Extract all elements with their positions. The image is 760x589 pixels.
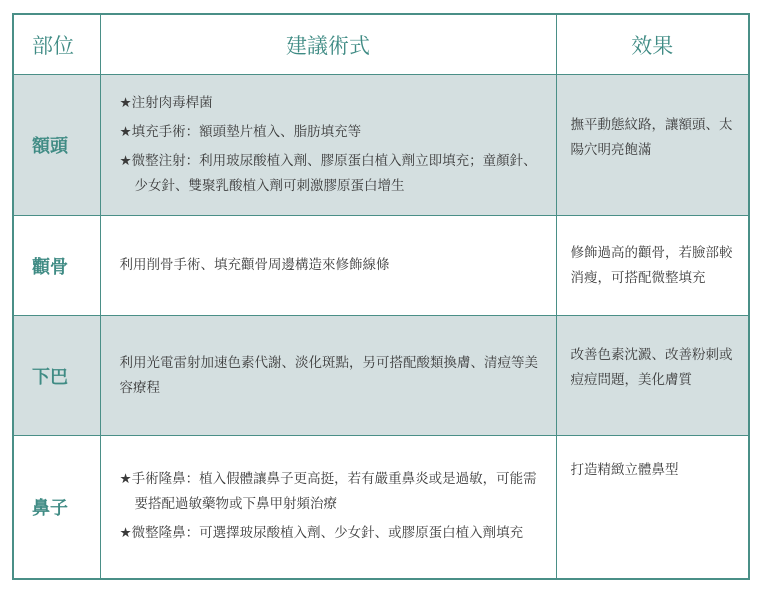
- effect-cell: [556, 216, 749, 316]
- table-row-cheekbone: [13, 216, 749, 316]
- effect-text: 打造精緻立體鼻型: [570, 462, 679, 478]
- effect-cell: [556, 436, 749, 579]
- effect-text: 撫平動態紋路，讓額頭、太陽穴明亮飽滿: [570, 117, 733, 158]
- procedure-table: [12, 13, 750, 580]
- effect-cell: [556, 75, 749, 216]
- recommendation-cell: [100, 75, 556, 216]
- recommendation-item: ★微整注射：利用玻尿酸植入劑、膠原蛋白植入劑立即填充；童顏針、少女針、雙聚乳酸植入劑可刺激膠原蛋白增生: [119, 153, 537, 194]
- recommendation-item: ★填充手術：額頭墊片植入、脂肪填充等: [119, 124, 362, 140]
- header-effect: 效果: [556, 14, 749, 75]
- effect-text: 改善色素沈澱、改善粉刺或痘痘問題，美化膚質: [570, 347, 733, 388]
- table-row-nose: [13, 436, 749, 579]
- table-header-row: [13, 14, 749, 75]
- recommendation-item: ★微整隆鼻：可選擇玻尿酸植入劑、少女針、或膠原蛋白植入劑填充: [119, 525, 524, 542]
- part-cell: 下巴: [13, 316, 100, 436]
- procedure-table-container: [12, 13, 750, 580]
- recommendation-cell: [100, 436, 556, 579]
- effect-cell: [556, 316, 749, 436]
- recommendation-item: ★手術隆鼻：植入假體讓鼻子更高挺，若有嚴重鼻炎或是過敏，可能需要搭配過敏藥物或下鼻甲射頻治療: [119, 471, 537, 513]
- recommendation-cell: [100, 216, 556, 316]
- header-part: 部位: [13, 14, 100, 75]
- effect-text: 修飾過高的顴骨，若臉部較消瘦，可搭配微整填充: [570, 244, 733, 286]
- table-row-chin: [13, 316, 749, 436]
- part-cell: 顴骨: [13, 216, 100, 316]
- header-recommendation: 建議術式: [100, 14, 556, 75]
- table-row-forehead: [13, 75, 749, 216]
- part-cell: 額頭: [13, 75, 100, 216]
- part-cell: 鼻子: [13, 436, 100, 579]
- recommendation-text: 利用削骨手術、填充顴骨周邊構造來修飾線條: [119, 257, 390, 273]
- recommendation-text: 利用光電雷射加速色素代謝、淡化斑點，另可搭配酸類換膚、清痘等美容療程: [119, 354, 538, 396]
- recommendation-item: ★注射肉毒桿菌: [119, 95, 213, 111]
- recommendation-cell: [100, 316, 556, 436]
